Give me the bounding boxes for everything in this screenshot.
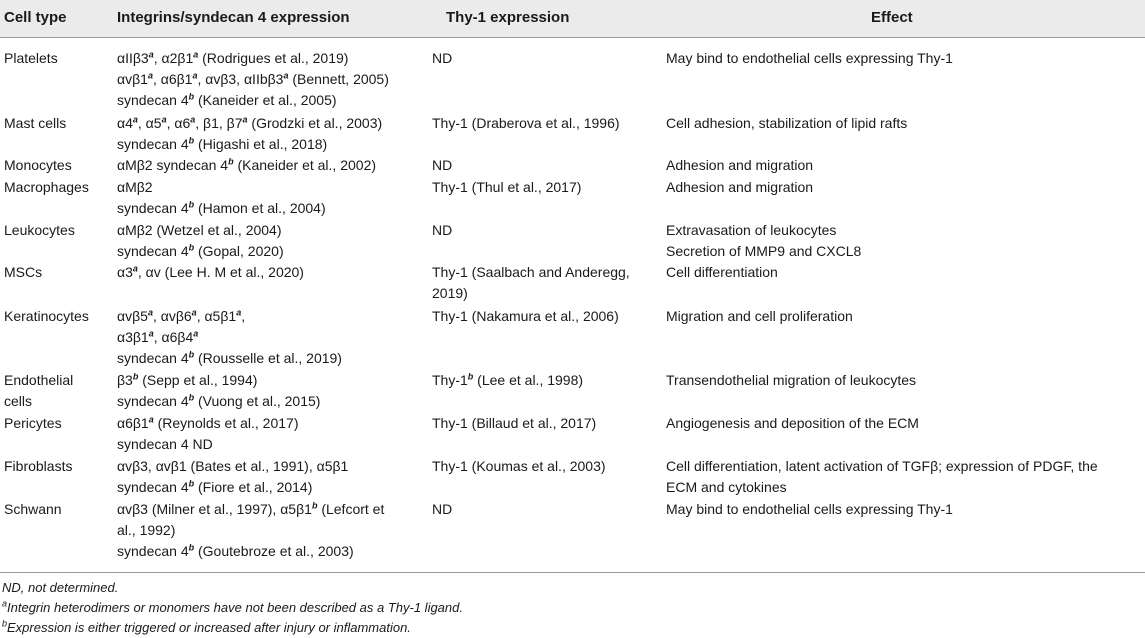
thy1-expression	[432, 48, 652, 69]
cell-type	[4, 499, 108, 520]
thy1-expression	[432, 262, 652, 304]
effect-line: Migration and cell proliferation	[666, 308, 853, 324]
integrin-expression	[117, 370, 417, 412]
effect	[666, 155, 1141, 176]
thy1-expression	[432, 113, 652, 134]
cell-type	[4, 370, 108, 412]
thy1-line: Thy-1 (Billaud et al., 2017)	[432, 415, 597, 431]
integrin-line: αvβ3, αvβ1 (Bates et al., 1991), α5β1	[117, 458, 349, 474]
thy1-line: ND	[432, 222, 453, 238]
effect	[666, 48, 1141, 69]
effect	[666, 306, 1141, 327]
integrin-expression	[117, 48, 417, 111]
effect	[666, 177, 1141, 198]
cell-type-line: Leukocytes	[4, 222, 75, 238]
cell-type-line: Mast cells	[4, 115, 67, 131]
effect-line: May bind to endothelial cells expressing Thy-1	[666, 50, 953, 66]
thy1-line: Thy-1 (Thul et al., 2017)	[432, 179, 582, 195]
effect-line: Adhesion and migration	[666, 157, 814, 173]
thy1-line: ND	[432, 157, 453, 173]
effect-line: Angiogenesis and deposition of the ECM	[666, 415, 919, 431]
thy1-line: Thy-1 (Koumas et al., 2003)	[432, 458, 606, 474]
effect-line: ECM and cytokines	[666, 479, 787, 495]
integrin-line: syndecan 4$^b$ (Gopal, 2020)	[117, 242, 284, 259]
effect-line: Cell differentiation	[666, 264, 778, 280]
integrin-expression	[117, 262, 417, 283]
cell-type	[4, 177, 108, 198]
header-thy1: Thy-1 expression	[446, 9, 570, 26]
header-cell-type: Cell type	[4, 9, 67, 26]
effect	[666, 113, 1141, 134]
effect	[666, 456, 1141, 498]
cell-type-line: Pericytes	[4, 415, 62, 431]
cell-type	[4, 456, 108, 477]
integrin-expression	[117, 413, 417, 455]
effect-line: Cell differentiation, latent activation of TGFβ; expression of PDGF, the	[666, 458, 1098, 474]
cell-type	[4, 155, 108, 176]
cell-type	[4, 48, 108, 69]
footnotes	[2, 578, 463, 638]
integrin-expression	[117, 306, 417, 369]
integrin-line: αMβ2	[117, 179, 153, 195]
footnote-nd: ND, not determined.	[2, 580, 119, 595]
thy1-expression	[432, 306, 652, 327]
effect	[666, 413, 1141, 434]
integrin-line: β3$^b$ (Sepp et al., 1994)	[117, 371, 258, 388]
integrin-line: α3$^a$, αv (Lee H. M et al., 2020)	[117, 263, 304, 280]
integrin-line: α4$^a$, α5$^a$, α6$^a$, β1, β7$^a$ (Grodzki et al., 2003)	[117, 114, 383, 131]
cell-type-line: Platelets	[4, 50, 58, 66]
effect-line: Extravasation of leukocytes	[666, 222, 837, 238]
integrin-line: syndecan 4$^b$ (Higashi et al., 2018)	[117, 135, 328, 152]
thy1-line: 2019)	[432, 285, 468, 301]
thy1-line: Thy-1$^b$ (Lee et al., 1998)	[432, 371, 584, 388]
integrin-expression	[117, 499, 417, 562]
integrin-line: syndecan 4$^b$ (Fiore et al., 2014)	[117, 478, 313, 495]
integrin-line: αvβ5$^a$, αvβ6$^a$, α5β1$^a$,	[117, 307, 246, 324]
integrin-line: αvβ3 (Milner et al., 1997), α5β1$^b$ (Lefcort et	[117, 500, 385, 517]
footnote-b: $^b$Expression is either triggered or increased after injury or inflammation.	[2, 618, 411, 635]
cell-type	[4, 262, 108, 283]
effect-line: Secretion of MMP9 and CXCL8	[666, 243, 862, 259]
integrin-line: syndecan 4$^b$ (Rousselle et al., 2019)	[117, 349, 342, 366]
header-integrins: Integrins/syndecan 4 expression	[117, 9, 350, 26]
thy1-expression	[432, 456, 652, 477]
effect-line: Cell adhesion, stabilization of lipid rafts	[666, 115, 908, 131]
thy1-line: Thy-1 (Draberova et al., 1996)	[432, 115, 620, 131]
cell-type	[4, 306, 108, 327]
table-header	[0, 0, 1145, 38]
integrin-line: αMβ2 (Wetzel et al., 2004)	[117, 222, 282, 238]
cell-type-line: Macrophages	[4, 179, 89, 195]
thy1-expression	[432, 177, 652, 198]
integrin-line: αIIβ3$^a$, α2β1$^a$ (Rodrigues et al., 2019)	[117, 49, 349, 66]
integrin-line: αvβ1$^a$, α6β1$^a$, αvβ3, αIIbβ3$^a$ (Bennett, 2005)	[117, 70, 389, 87]
integrin-line: α3β1$^a$, α6β4$^a$	[117, 328, 199, 345]
integrin-line: syndecan 4$^b$ (Kaneider et al., 2005)	[117, 91, 337, 108]
integrin-expression	[117, 113, 417, 155]
cell-type-line: Monocytes	[4, 157, 72, 173]
integrin-line: syndecan 4$^b$ (Vuong et al., 2015)	[117, 392, 321, 409]
cell-type-line: MSCs	[4, 264, 43, 280]
effect	[666, 370, 1141, 391]
integrin-expression	[117, 456, 417, 498]
effect-line: Transendothelial migration of leukocytes	[666, 372, 917, 388]
thy1-expression	[432, 155, 652, 176]
cell-type	[4, 413, 108, 434]
thy1-expression	[432, 499, 652, 520]
cell-type-line: Endothelial	[4, 372, 74, 388]
cell-type	[4, 220, 108, 241]
effect	[666, 262, 1141, 283]
thy1-line: Thy-1 (Saalbach and Anderegg,	[432, 264, 630, 280]
integrin-expression	[117, 177, 417, 219]
effect	[666, 220, 1141, 262]
cell-type-line: Fibroblasts	[4, 458, 73, 474]
integrin-expression	[117, 155, 417, 176]
thy1-expression	[432, 370, 652, 391]
thy1-line: Thy-1 (Nakamura et al., 2006)	[432, 308, 619, 324]
cell-type-line: Keratinocytes	[4, 308, 89, 324]
thy1-expression	[432, 413, 652, 434]
integrin-line: syndecan 4 ND	[117, 436, 213, 452]
cell-type-line: Schwann	[4, 501, 62, 517]
effect-line: Adhesion and migration	[666, 179, 814, 195]
integrin-expression	[117, 220, 417, 262]
cell-type-line: cells	[4, 393, 33, 409]
thy1-expression	[432, 220, 652, 241]
footnote-a: $^a$Integrin heterodimers or monomers have not been described as a Thy-1 ligand.	[2, 598, 463, 615]
integrin-line: syndecan 4$^b$ (Goutebroze et al., 2003)	[117, 542, 354, 559]
integrin-line: al., 1992)	[117, 522, 176, 538]
table-bottom-rule	[0, 572, 1145, 573]
integrin-line: syndecan 4$^b$ (Hamon et al., 2004)	[117, 199, 326, 216]
thy1-line: ND	[432, 501, 453, 517]
header-effect: Effect	[871, 9, 913, 26]
integrin-line: α6β1$^a$ (Reynolds et al., 2017)	[117, 414, 299, 431]
cell-type	[4, 113, 108, 134]
effect-line: May bind to endothelial cells expressing Thy-1	[666, 501, 953, 517]
effect	[666, 499, 1141, 520]
integrin-line: αMβ2 syndecan 4$^b$ (Kaneider et al., 2002)	[117, 156, 377, 173]
thy1-line: ND	[432, 50, 453, 66]
